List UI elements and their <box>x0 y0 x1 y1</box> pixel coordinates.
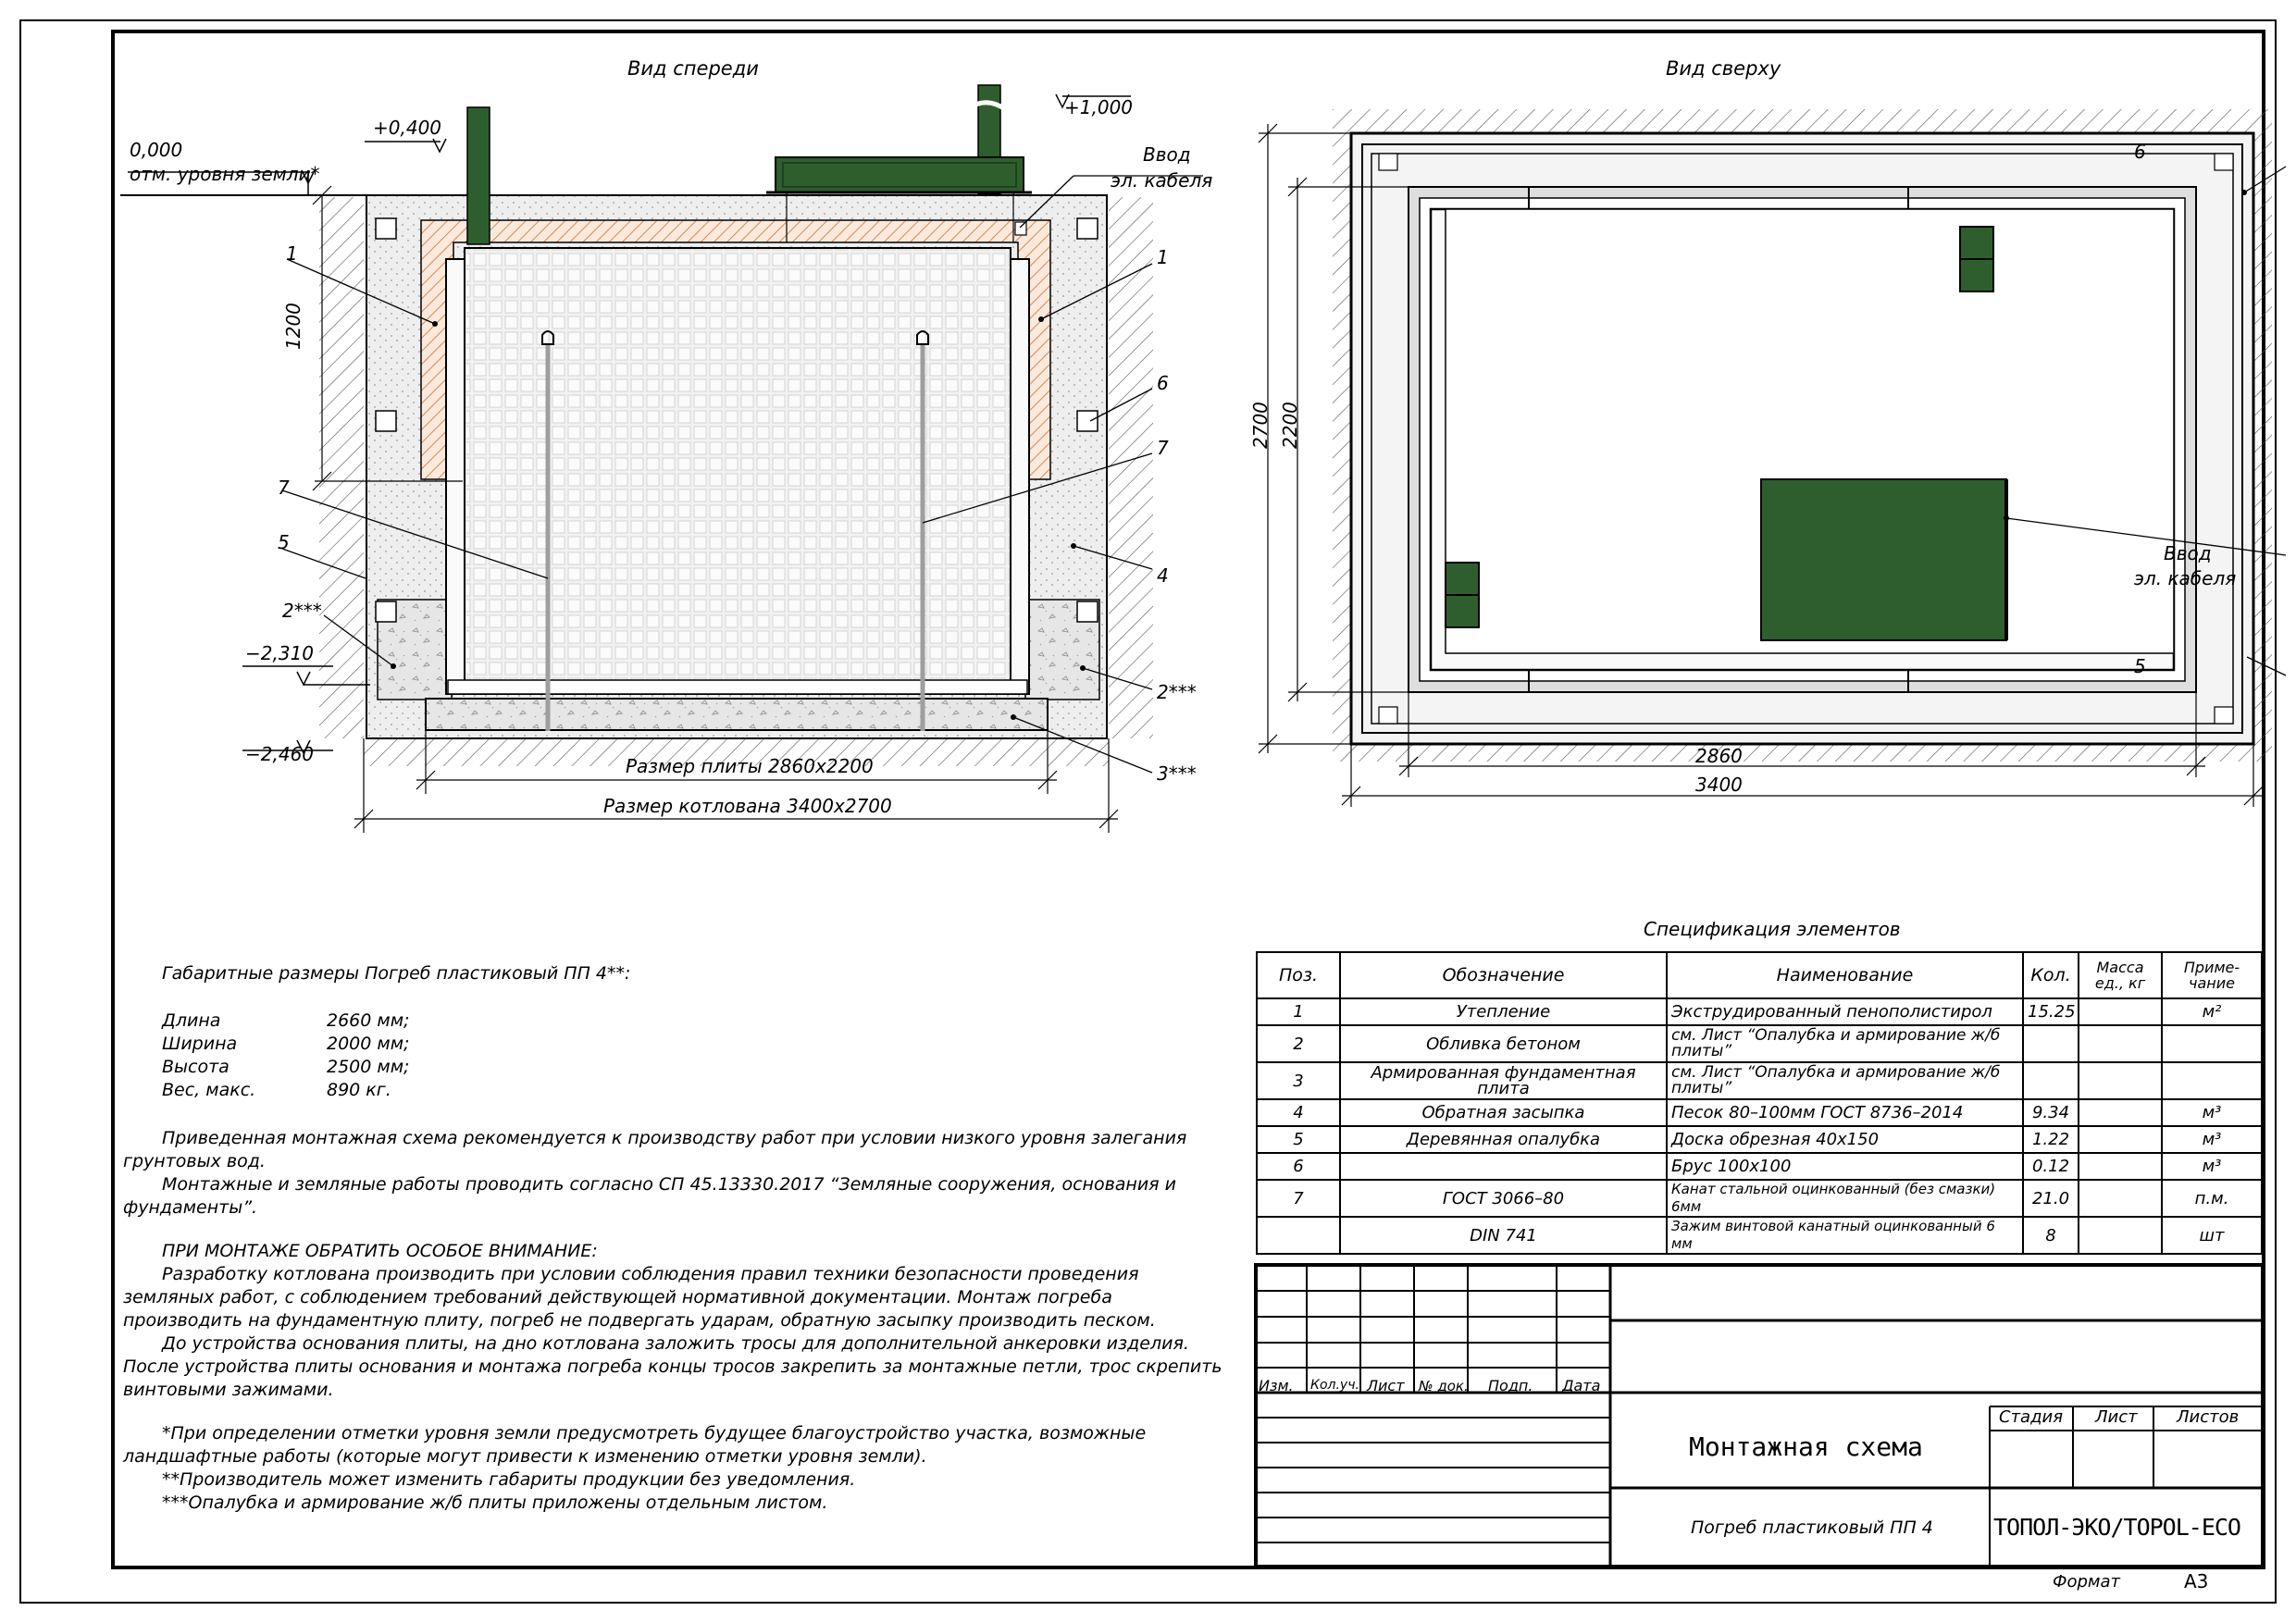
callout-7-right: 7 <box>1157 437 1169 459</box>
note-groundwater: Приведенная монтажная схема рекомендуется к производству работ при условии низкого уровня залегания грунтовых вод. <box>123 1128 1187 1171</box>
table-row: 4 Обратная засыпка Песок 80–100мм ГОСТ 8736–2014 9.34 м³ <box>1257 1099 2262 1126</box>
note-excavation: Разработку котлована производить при условии соблюдения правил техники безопасности проведения земляных работ, с соблюдением требований действующей нормативной документации. Монтаж погреба производить на фундаментную плиту, погреб не подвергать ударам, обратную засыпку производить песком. <box>123 1264 1156 1331</box>
table-row: 6 Брус 100х100 0.12 м³ <box>1257 1153 2262 1180</box>
company-name: ТОПОЛ-ЭКО/TOPOL-ECO <box>1993 1514 2240 1541</box>
title-block-col-sign: Подп. <box>1488 1377 1533 1394</box>
product-name: Погреб пластиковый ПП 4 <box>1691 1518 1933 1538</box>
top-view-title: Вид сверху <box>1666 57 1781 80</box>
dimension-row-width: Ширина 2000 мм; <box>162 1034 410 1054</box>
table-row: 5 Деревянная опалубка Доска обрезная 40х150 1.22 м³ <box>1257 1126 2262 1153</box>
title-block-col-qty: Кол.уч. <box>1310 1378 1359 1393</box>
sheets-label: Листов <box>2177 1407 2240 1427</box>
level-minus-2460-label: −2,460 <box>245 743 315 765</box>
cable-entry-label: Ввод <box>1143 143 1191 166</box>
footnote-formwork: ***Опалубка и армирование ж/б плиты приложены отдельным листом. <box>162 1493 828 1513</box>
top-callout-6: 6 <box>2134 141 2146 163</box>
callout-6: 6 <box>1157 372 1169 394</box>
ground-level-note: отм. уровня земли* <box>130 163 320 185</box>
top-dim-2700: 2700 <box>1249 402 1272 449</box>
dimension-row-height: Высота 2500 мм; <box>162 1057 410 1077</box>
spec-header-mass: Масса ед., кг <box>2079 952 2162 998</box>
installation-notes <box>123 1127 1229 1515</box>
dimensions-block <box>162 962 643 1102</box>
title-block-col-sheet: Лист <box>1367 1377 1405 1394</box>
top-cable-entry-label-2: эл. кабеля <box>2134 567 2237 589</box>
sheet-label: Лист <box>2095 1407 2138 1427</box>
title-block-col-change: Изм. <box>1259 1377 1294 1394</box>
table-row: 1 Утепление Экструдированный пенополистирол 15.25 м² <box>1257 998 2262 1025</box>
level-pipe-right-label: +1,000 <box>1064 96 1134 118</box>
dim-1200-label: 1200 <box>282 303 304 350</box>
callout-7-left: 7 <box>278 477 290 499</box>
format-value: А3 <box>2184 1570 2209 1592</box>
footnote-ground-level: *При определении отметки уровня земли предусмотреть будущее благоустройство участка, возможные ландшафтные работы (которые могут привести к изменению отметки уровня земли). <box>123 1423 1147 1467</box>
cable-entry-label-2: эл. кабеля <box>1111 169 1213 192</box>
callout-3: 3*** <box>1157 762 1197 785</box>
callout-2-right: 2*** <box>1157 681 1197 703</box>
pit-size-label: Размер котлована 3400х2700 <box>603 795 892 817</box>
note-attention-heading: ПРИ МОНТАЖЕ ОБРАТИТЬ ОСОБОЕ ВНИМАНИЕ: <box>162 1241 598 1261</box>
spec-header-designation: Обозначение <box>1340 952 1667 998</box>
spec-header-name: Наименование <box>1667 952 2023 998</box>
top-dim-2200: 2200 <box>1279 402 1301 449</box>
callout-4: 4 <box>1157 564 1169 587</box>
level-pipe-left-label: +0,400 <box>373 117 442 139</box>
spec-header-note: Приме-чание <box>2162 952 2262 998</box>
level-zero-label: 0,000 <box>130 139 183 161</box>
table-row: 2 Обливка бетоном см. Лист “Опалубка и армирование ж/б плиты” <box>1257 1025 2262 1062</box>
callout-5: 5 <box>278 531 290 553</box>
spec-title: Спецификация элементов <box>1644 918 1901 940</box>
spec-table <box>1256 951 2263 1255</box>
title-block-col-doc: № док. <box>1419 1378 1469 1394</box>
note-anchoring: До устройства основания плиты, на дно котлована заложить тросы для дополнительной анкеровки изделия. После устройства плиты основания и монтажа погреба концы тросов закрепить за монтажные петли, трос скрепить винтовыми зажимами. <box>123 1333 1222 1400</box>
level-minus-2310-label: −2,310 <box>245 642 315 664</box>
table-row: 7 ГОСТ 3066–80 Канат стальной оцинкованный (без смазки) 6мм 21.0 п.м. <box>1257 1180 2262 1217</box>
spec-header-qty: Кол. <box>2023 952 2079 998</box>
table-row: DIN 741 Зажим винтовой канатный оцинкованный 6 мм 8 шт <box>1257 1217 2262 1254</box>
top-dim-2860: 2860 <box>1695 745 1743 767</box>
doc-title: Монтажная схема <box>1689 1431 1923 1462</box>
front-view-title: Вид спереди <box>627 57 759 80</box>
footnote-manufacturer: **Производитель может изменить габариты продукции без уведомления. <box>162 1469 856 1490</box>
note-standard: Монтажные и земляные работы проводить согласно СП 45.13330.2017 “Земляные сооружения, основания и фундаменты”. <box>123 1174 1176 1218</box>
table-row: 3 Армированная фундаментная плита см. Лист “Опалубка и армирование ж/б плиты” <box>1257 1062 2262 1099</box>
format-label: Формат <box>2053 1572 2121 1592</box>
top-dim-3400: 3400 <box>1695 774 1743 796</box>
top-cable-entry-label: Ввод <box>2164 542 2212 564</box>
title-block-col-date: Дата <box>1562 1377 1601 1394</box>
top-view-drawing <box>1203 93 2296 824</box>
plate-size-label: Размер плиты 2860х2200 <box>626 755 874 777</box>
dimension-row-weight: Вес, макс. 890 кг. <box>162 1080 391 1100</box>
spec-header-row <box>1257 952 2262 998</box>
stage-label: Стадия <box>1999 1407 2064 1427</box>
callout-1-left: 1 <box>286 242 298 265</box>
spec-header-pos: Поз. <box>1257 952 1340 998</box>
callout-2-left: 2*** <box>282 600 322 622</box>
top-callout-5: 5 <box>2134 655 2146 677</box>
front-view-drawing <box>0 0 1203 861</box>
dimensions-title: Габаритные размеры Погреб пластиковый ПП 4**: <box>162 963 631 984</box>
callout-1-right: 1 <box>1157 246 1169 268</box>
dimension-row-length: Длина 2660 мм; <box>162 1010 410 1031</box>
